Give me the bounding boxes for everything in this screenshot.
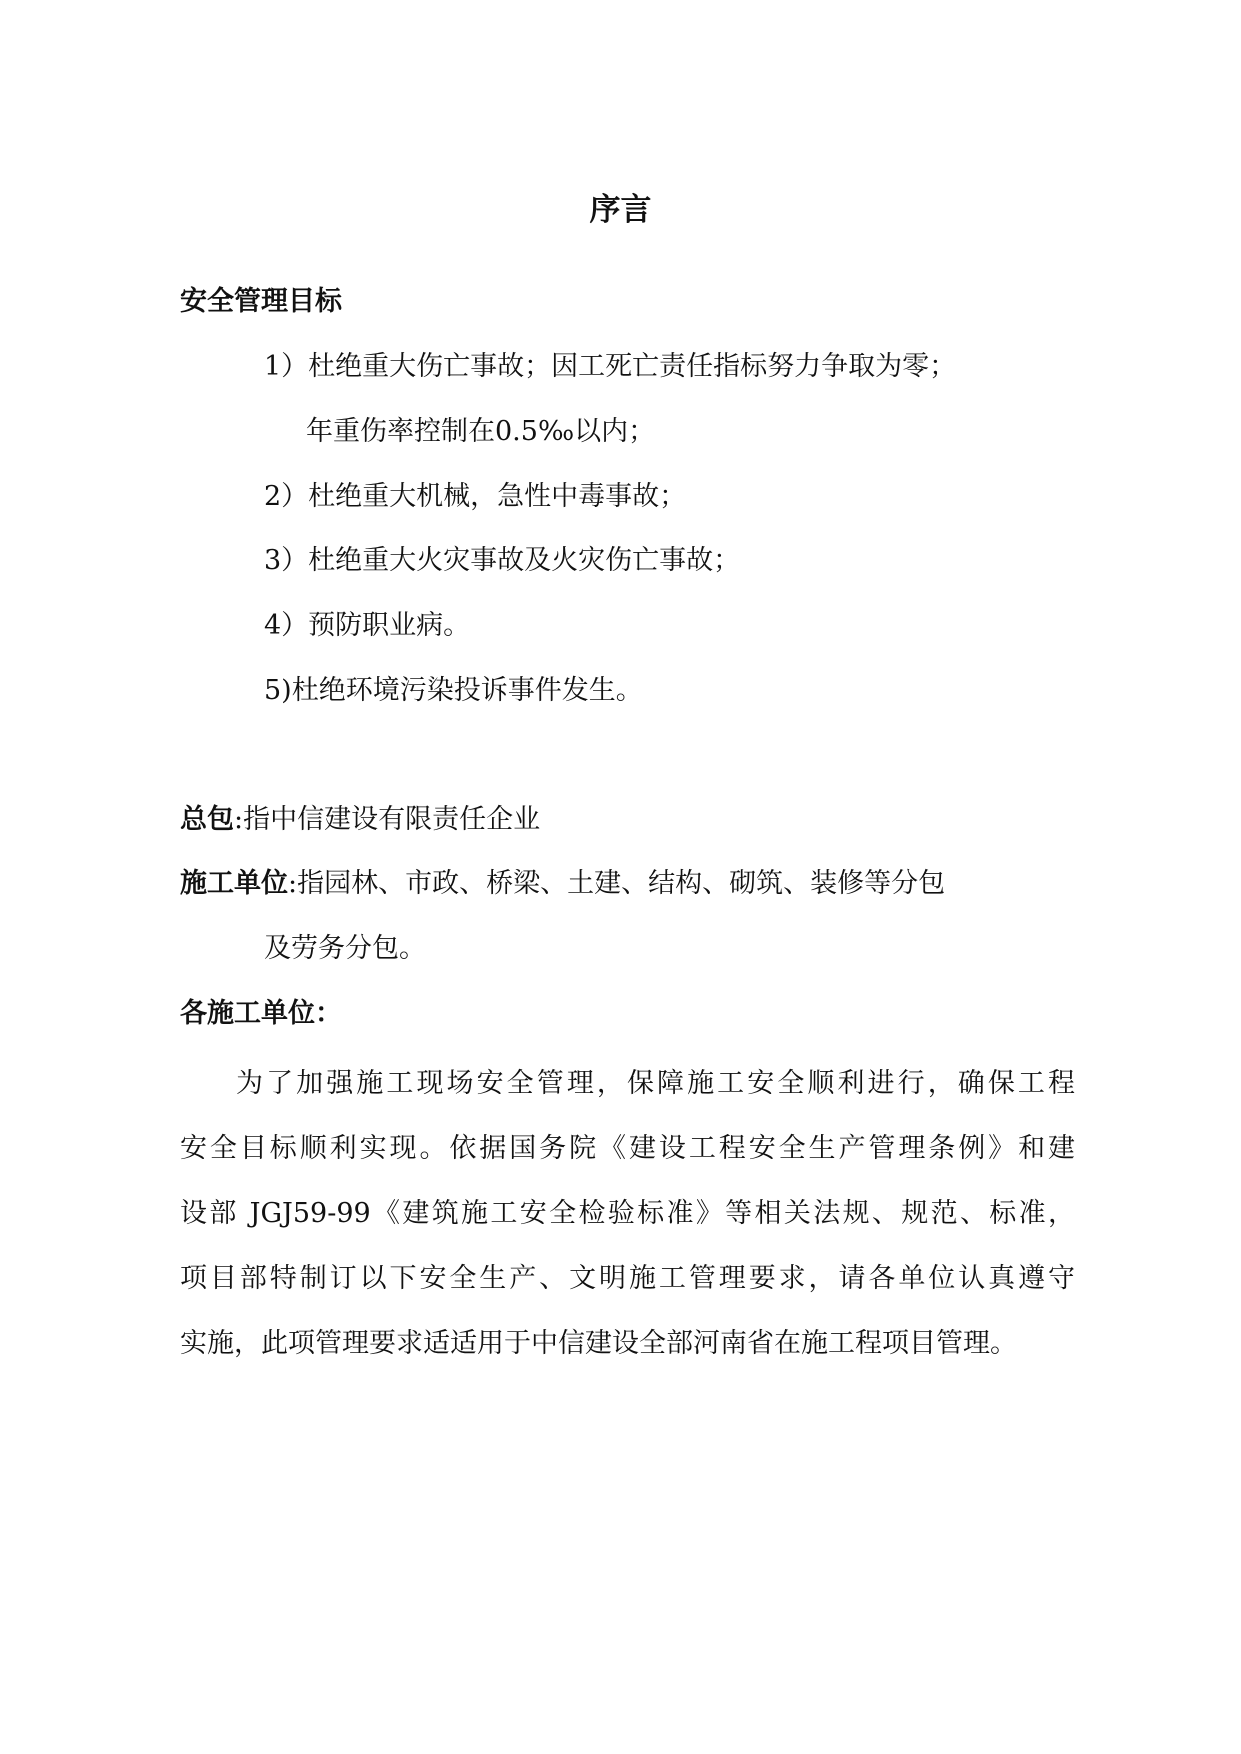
paragraph-line: 实施，此项管理要求适适用于中信建设全部河南省在施工程项目管理。	[180, 1328, 1017, 1359]
paragraph-line: 安全目标顺利实现。依据国务院《建设工程安全生产管理条例》和建	[180, 1133, 1075, 1164]
paragraph-line: 为了加强施工现场安全管理，保障施工安全顺利进行，确保工程	[236, 1068, 1075, 1099]
all-units-paragraph	[180, 1051, 1075, 1376]
safety-goal-item-4: 4）预防职业病。	[264, 610, 471, 641]
safety-goals-heading: 安全管理目标	[180, 286, 342, 317]
general-contractor-definition	[180, 800, 540, 840]
safety-goal-item-5: 5)杜绝环境污染投诉事件发生。	[264, 675, 643, 706]
paragraph-line: 项目部特制订以下安全生产、文明施工管理要求，请各单位认真遵守	[180, 1263, 1075, 1294]
safety-goal-item-1: 1）杜绝重大伤亡事故；因工死亡责任指标努力争取为零；	[264, 351, 957, 382]
safety-goal-item-2: 2）杜绝重大机械，急性中毒事故；	[264, 481, 687, 512]
construction-unit-text: :指园林、市政、桥梁、土建、结构、砌筑、装修等分包	[288, 868, 946, 899]
general-contractor-text: :指中信建设有限责任企业	[234, 804, 541, 835]
general-contractor-label: 总包	[180, 804, 234, 835]
paragraph-line: 设部 JGJ59-99《建筑施工安全检验标准》等相关法规、规范、标准，	[180, 1198, 1075, 1229]
safety-goal-item-3: 3）杜绝重大火灾事故及火灾伤亡事故；	[264, 545, 741, 576]
construction-unit-continuation: 及劳务分包。	[264, 933, 426, 964]
construction-unit-definition	[180, 864, 945, 904]
safety-goal-item-1-continuation: 年重伤率控制在0.5‰以内；	[306, 416, 656, 447]
page-title: 序言	[589, 192, 652, 228]
construction-unit-label: 施工单位	[180, 868, 288, 899]
all-units-heading: 各施工单位：	[180, 998, 342, 1029]
